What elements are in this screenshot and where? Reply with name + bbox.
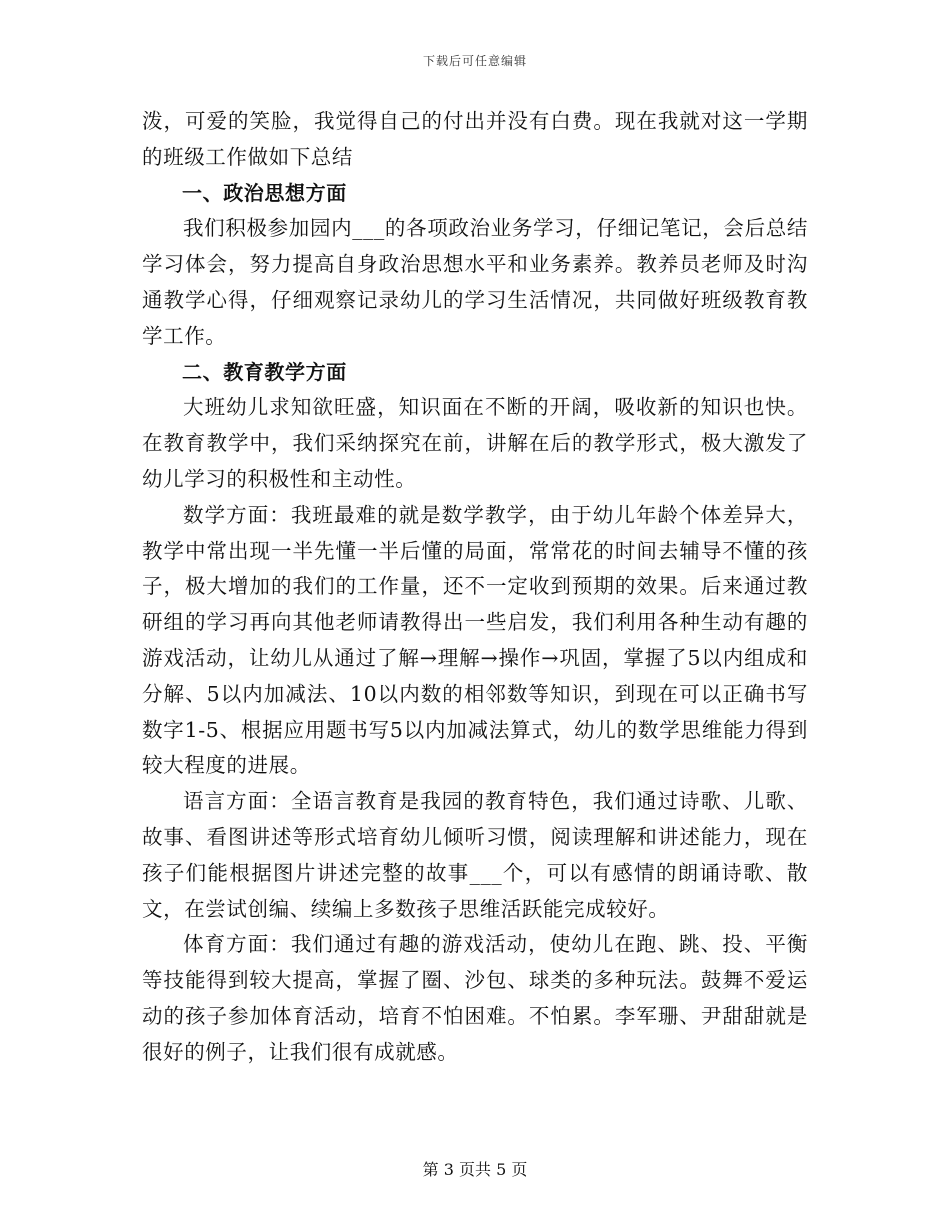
page-footer: 第 3 页共 5 页 bbox=[422, 1160, 528, 1179]
paragraph-teaching-overview: 大班幼儿求知欲旺盛，知识面在不断的开阔，吸收新的知识也快。在教育教学中，我们采纳探究在前，讲解在后的教学形式，极大激发了幼儿学习的积极性和主动性。 bbox=[142, 395, 808, 491]
page-header: 下载后可任意编辑 bbox=[422, 54, 527, 68]
paragraph-math: 数学方面：我班最难的就是数学教学，由于幼儿年龄个体差异大，教学中常出现一半先懂一半后懂的局面，常常花的时间去辅导不懂的孩子，极大增加的我们的工作量，还不一定收到预期的效果。后来通过教研组的学习再向其他老师请教得出一些启发，我们利用各种生动有趣的游戏活动，让幼儿从通过了解→理解→操作→巩固，掌握了5以内组成和分解、5以内加减法、10以内数的相邻数等知识，到现在可以正确书写数字1-5、根据应用题书写5以内加减法算式，幼儿的数学思维能力得到较大程度的进展。 bbox=[142, 502, 808, 778]
section-heading-politics: 一、政治思想方面 bbox=[182, 180, 347, 205]
section-heading-teaching: 二、教育教学方面 bbox=[182, 359, 347, 384]
paragraph-intro-continued: 泼，可爱的笑脸，我觉得自己的付出并没有白费。现在我就对这一学期的班级工作做如下总结 bbox=[142, 109, 808, 169]
paragraph-pe: 体育方面：我们通过有趣的游戏活动，使幼儿在跑、跳、投、平衡等技能得到较大提高，掌握了圈、沙包、球类的多种玩法。鼓舞不爱运动的孩子参加体育活动，培育不怕困难。不怕累。李军珊、尹甜甜就是很好的例子，让我们很有成就感。 bbox=[142, 932, 808, 1064]
paragraph-language: 语言方面：全语言教育是我园的教育特色，我们通过诗歌、儿歌、故事、看图讲述等形式培育幼儿倾听习惯，阅读理解和讲述能力，现在孩子们能根据图片讲述完整的故事___个，可以有感情的朗诵诗歌、散文，在尝试创编、续编上多数孩子思维活跃能完成较好。 bbox=[142, 789, 808, 921]
paragraph-politics: 我们积极参加园内___的各项政治业务学习，仔细记笔记，会后总结学习体会，努力提高自身政治思想水平和业务素养。教养员老师及时沟通教学心得，仔细观察记录幼儿的学习生活情况，共同做好班级教育教学工作。 bbox=[142, 216, 808, 348]
document-body bbox=[142, 104, 808, 1071]
